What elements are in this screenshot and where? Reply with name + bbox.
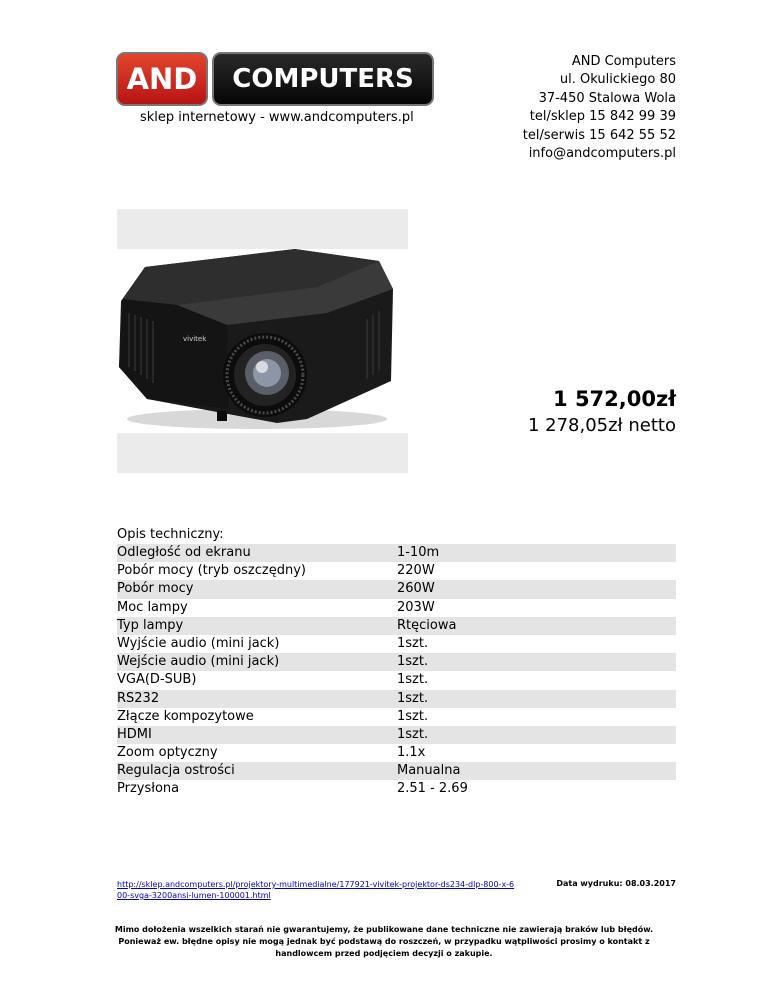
spec-key: Regulacja ostrości	[117, 763, 235, 779]
spec-key: Pobór mocy (tryb oszczędny)	[117, 563, 306, 579]
spec-value: 260W	[397, 581, 435, 597]
spec-key: Wyjście audio (mini jack)	[117, 635, 280, 651]
spec-row	[117, 599, 676, 617]
price-gross: 1 572,00zł	[553, 387, 676, 411]
price-net: 1 278,05zł netto	[527, 415, 676, 436]
spec-table	[117, 544, 676, 799]
store-tagline: sklep internetowy - www.andcomputers.pl	[140, 110, 414, 125]
spec-row	[117, 708, 676, 726]
spec-value: 1szt.	[397, 726, 429, 742]
spec-key: Wejście audio (mini jack)	[117, 654, 280, 670]
spec-row	[117, 690, 676, 708]
disclaimer: Mimo dołożenia wszelkich starań nie gwarantujemy, że publikowane dane techniczne nie zawierają braków lub błędów. Ponieważ ew. błędne opisy nie mogą jednak być podstawą do roszczeń, w przypadku wątpliwości prosimy o kontakt z handlowcem przed podjęciem decyzji o zakupie.	[114, 925, 654, 958]
spec-value: 2.51 - 2.69	[397, 781, 468, 797]
spec-row	[117, 617, 676, 635]
spec-row	[117, 544, 676, 562]
print-date: Data wydruku: 08.03.2017	[556, 879, 676, 888]
spec-title: Opis techniczny:	[117, 527, 224, 542]
company-contact	[523, 53, 676, 163]
spec-row	[117, 635, 676, 653]
spec-key: Typ lampy	[117, 617, 184, 633]
spec-value: 1szt.	[397, 654, 429, 670]
company-city: 37-450 Stalowa Wola	[538, 90, 676, 106]
spec-value: 1szt.	[397, 690, 429, 706]
company-phone-service: tel/serwis 15 642 55 52	[522, 127, 676, 143]
spec-key: VGA(D-SUB)	[117, 672, 197, 688]
product-url-link[interactable]: http://sklep.andcomputers.pl/projektory-multimedialne/177921-vivitek-projektor-ds234-dlp-800-x-600-svga-3200ansi-lumen-100001.html	[117, 880, 515, 900]
spec-row	[117, 744, 676, 762]
spec-value: 1szt.	[397, 708, 429, 724]
projector-image	[117, 249, 408, 433]
company-email: info@andcomputers.pl	[528, 146, 676, 162]
spec-value: Rtęciowa	[397, 617, 457, 633]
image-placeholder-top	[117, 209, 408, 249]
spec-row	[117, 653, 676, 671]
spec-key: Zoom optyczny	[117, 745, 218, 761]
spec-key: Złącze kompozytowe	[117, 708, 254, 724]
spec-value: 1-10m	[397, 545, 440, 560]
logo-and-block: AND	[116, 52, 208, 106]
spec-value: 1szt.	[397, 672, 429, 688]
spec-row	[117, 671, 676, 689]
spec-key: Moc lampy	[117, 599, 188, 615]
spec-row	[117, 580, 676, 598]
spec-key: Przysłona	[117, 781, 180, 797]
logo-computers-block: COMPUTERS	[212, 52, 434, 106]
spec-value: 203W	[397, 599, 435, 615]
store-logo	[116, 52, 436, 108]
spec-row	[117, 762, 676, 780]
spec-row	[117, 726, 676, 744]
image-placeholder-bottom	[117, 433, 408, 473]
spec-value: 1.1x	[397, 745, 426, 761]
spec-key: HDMI	[117, 726, 152, 742]
spec-key: RS232	[117, 690, 160, 706]
spec-key: Pobór mocy	[117, 581, 194, 597]
company-name: AND Computers	[571, 54, 676, 69]
spec-value: 1szt.	[397, 635, 429, 651]
projector-brand-text: vivitek	[183, 335, 207, 343]
spec-key: Odległość od ekranu	[117, 545, 251, 560]
spec-row	[117, 780, 676, 798]
spec-value: 220W	[397, 563, 435, 579]
company-phone-shop: tel/sklep 15 842 99 39	[529, 109, 676, 125]
company-street: ul. Okulickiego 80	[559, 72, 676, 88]
spec-value: Manualna	[397, 763, 461, 779]
spec-row	[117, 562, 676, 580]
